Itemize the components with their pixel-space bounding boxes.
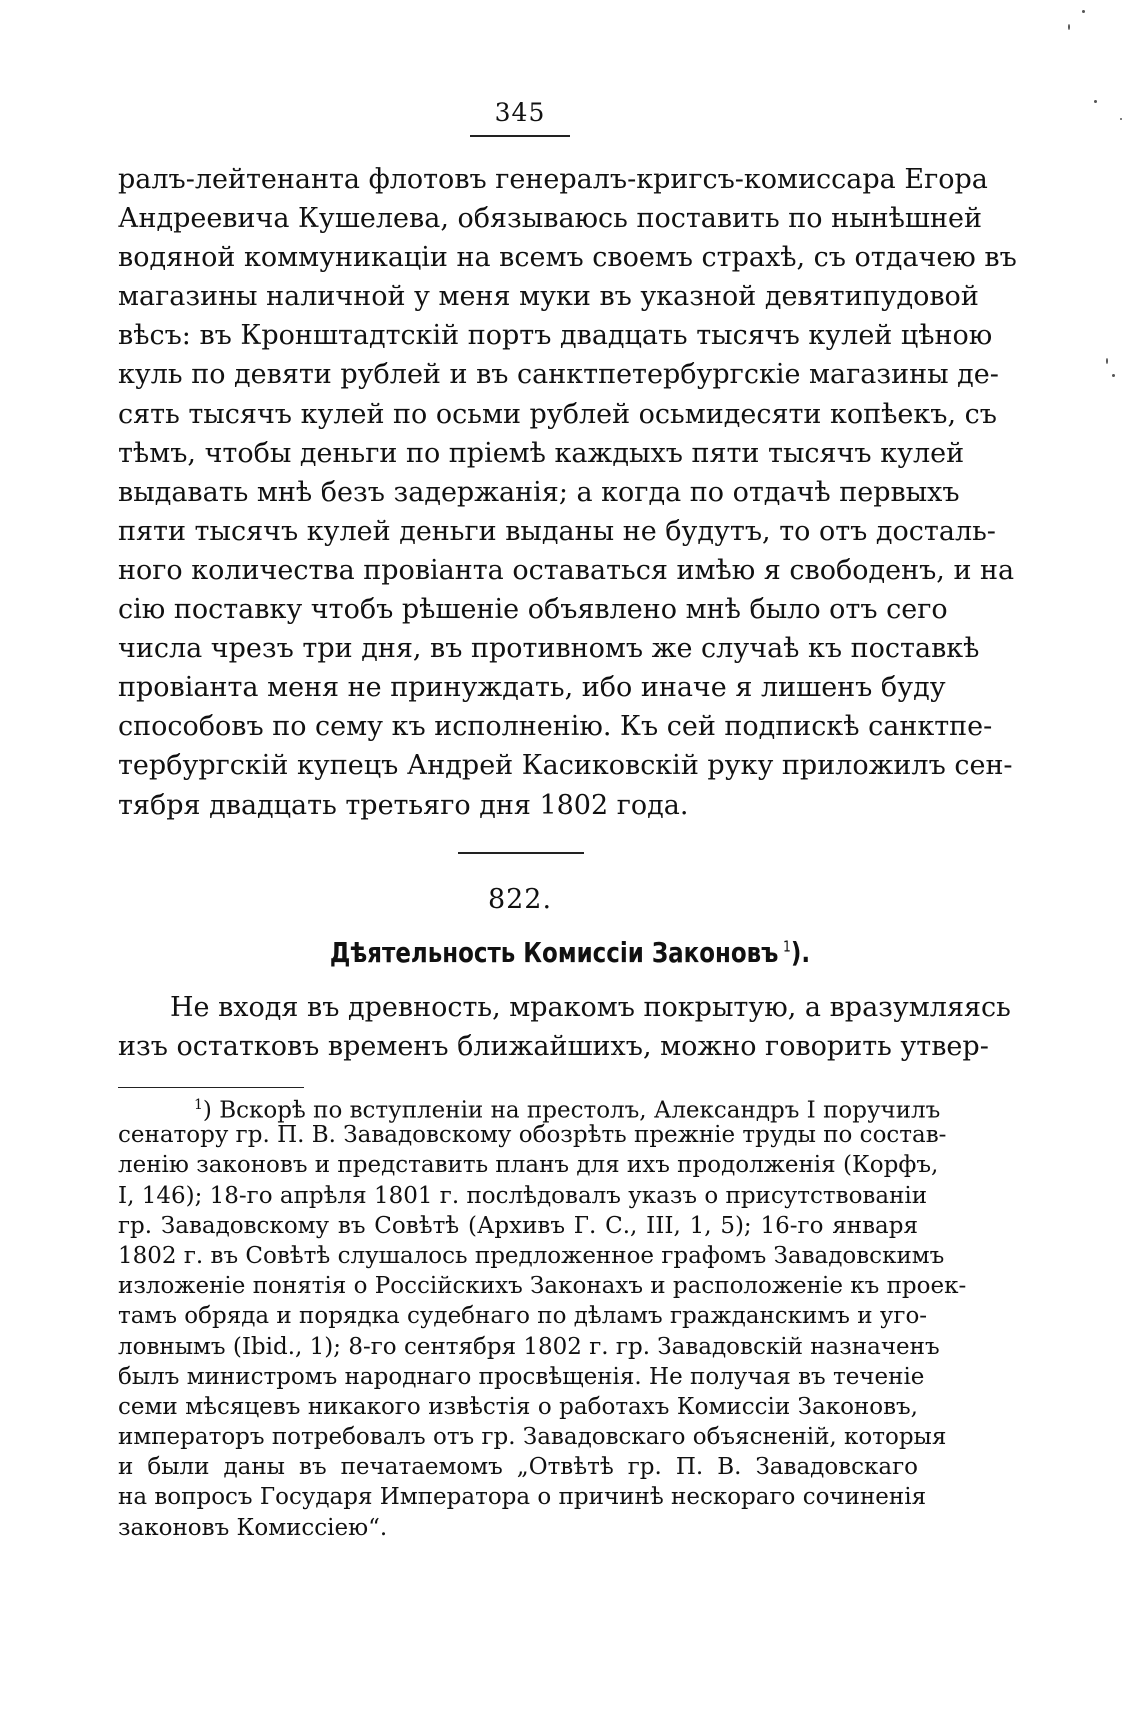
header-rule (470, 135, 570, 137)
scan-speck (1120, 118, 1122, 120)
footnote-mark: 1 (194, 1097, 203, 1113)
text-line: тербургскій купецъ Андрей Касиковскій руку приложилъ сен- (118, 750, 1013, 782)
scan-speck (1068, 24, 1070, 30)
footnote-line: тамъ обряда и порядка судебнаго по дѣламъ гражданскимъ и уго- (118, 1303, 928, 1330)
footnote-line: и были даны въ печатаемомъ „Отвѣтѣ гр. П. В. Завадовскаго (118, 1454, 918, 1481)
footnote-line: I, 146); 18-го апрѣля 1801 г. послѣдовалъ указъ о присутствованіи (118, 1182, 928, 1209)
text-line: вѣсъ: въ Кронштадтскій портъ двадцать тысячъ кулей цѣною (118, 320, 993, 352)
footnote-line: былъ министромъ народнаго просвѣщенія. Не получая въ теченіе (118, 1363, 925, 1390)
footnote-line: 1802 г. въ Совѣтѣ слушалось предложенное графомъ Завадовскимъ (118, 1242, 945, 1269)
text-line: ралъ-лейтенанта флотовъ генералъ-кригсъ-комиссара Егора (118, 164, 988, 195)
text-line: ного количества провіанта оставаться имѣю я свободенъ, и на (118, 554, 1015, 586)
footnote-block (118, 1090, 967, 1543)
footnote-line: семи мѣсяцевъ никакого извѣстія о работахъ Комиссіи Законовъ, (118, 1393, 918, 1420)
footnote-line: изложеніе понятія о Россійскихъ Законахъ и расположеніе къ проек- (118, 1273, 967, 1300)
scan-speck (1112, 374, 1115, 377)
text-line: тября двадцать третьяго дня 1802 года. (118, 789, 689, 821)
text-line: водяной коммуникаціи на всемъ своемъ страхѣ, съ отдачею въ (118, 242, 1017, 274)
text-line: Андреевича Кушелева, обязываюсь поставить по нынѣшней (118, 203, 982, 235)
scan-speck (1094, 100, 1097, 103)
section-separator (458, 852, 584, 854)
text-line: тѣмъ, чтобы деньги по пріемѣ каждыхъ пяти тысячъ кулей (118, 437, 965, 469)
footnote-first-line-text: ) Вскорѣ по вступленіи на престолъ, Александръ I поручилъ (202, 1097, 941, 1124)
text-line: куль по девяти рублей и въ санктпетербургскіе магазины де- (118, 359, 999, 391)
text-line: изъ остатковъ временъ ближайшихъ, можно говорить утвер- (118, 1031, 989, 1063)
text-line: числа чрезъ три дня, въ противномъ же случаѣ къ поставкѣ (118, 633, 980, 665)
footnote-line: сенатору гр. П. В. Завадовскому обозрѣть прежніе труды по состав- (118, 1122, 947, 1149)
footnote-line: гр. Завадовскому въ Совѣтѣ (Архивъ Г. С., III, 1, 5); 16-го января (118, 1212, 918, 1239)
intro-text-block (118, 988, 1011, 1066)
scan-speck (1082, 10, 1085, 13)
text-line: выдавать мнѣ безъ задержанія; а когда по отдачѣ первыхъ (118, 476, 960, 508)
document-title-suffix: ). (790, 936, 811, 969)
page-number: 345 (494, 98, 546, 127)
footnote-rule (118, 1087, 304, 1088)
text-line: магазины наличной у меня муки въ указной девятипудовой (118, 281, 979, 313)
footnote-line: императоръ потребовалъ отъ гр. Завадовскаго объясненій, которыя (118, 1424, 947, 1451)
scan-speck (1106, 358, 1108, 364)
footnote-line: ловнымъ (Ibid., 1); 8-го сентября 1802 г. гр. Завадовскій назначенъ (118, 1333, 940, 1360)
footnote-line: законовъ Комиссіею“. (118, 1514, 388, 1541)
document-title (267, 936, 874, 969)
main-text-block (118, 160, 1017, 825)
text-line: способовъ по сему къ исполненію. Къ сей подпискѣ санктпе- (118, 711, 993, 743)
footnote-line (118, 1090, 941, 1124)
text-line: Не входя въ древность, мракомъ покрытую, а вразумляясь (170, 992, 1011, 1023)
footnote-line: ленію законовъ и представить планъ для ихъ продолженія (Корфъ, (118, 1152, 939, 1179)
text-line: пяти тысячъ кулей деньги выданы не будутъ, то отъ досталь- (118, 515, 996, 547)
text-line: сять тысячъ кулей по осьми рублей осьмидесяти копѣекъ, съ (118, 398, 997, 430)
text-line: провіанта меня не принуждать, ибо иначе я лишенъ буду (118, 672, 946, 704)
footnote-line: на вопросъ Государя Императора о причинѣ нескораго сочиненія (118, 1484, 927, 1511)
document-number: 822. (487, 884, 553, 915)
footnote-reference: 1 (783, 937, 791, 956)
text-line: сію поставку чтобъ рѣшеніе объявлено мнѣ было отъ сего (118, 594, 948, 626)
document-title-text: Дѣятельность Комиссіи Законовъ (329, 936, 779, 969)
